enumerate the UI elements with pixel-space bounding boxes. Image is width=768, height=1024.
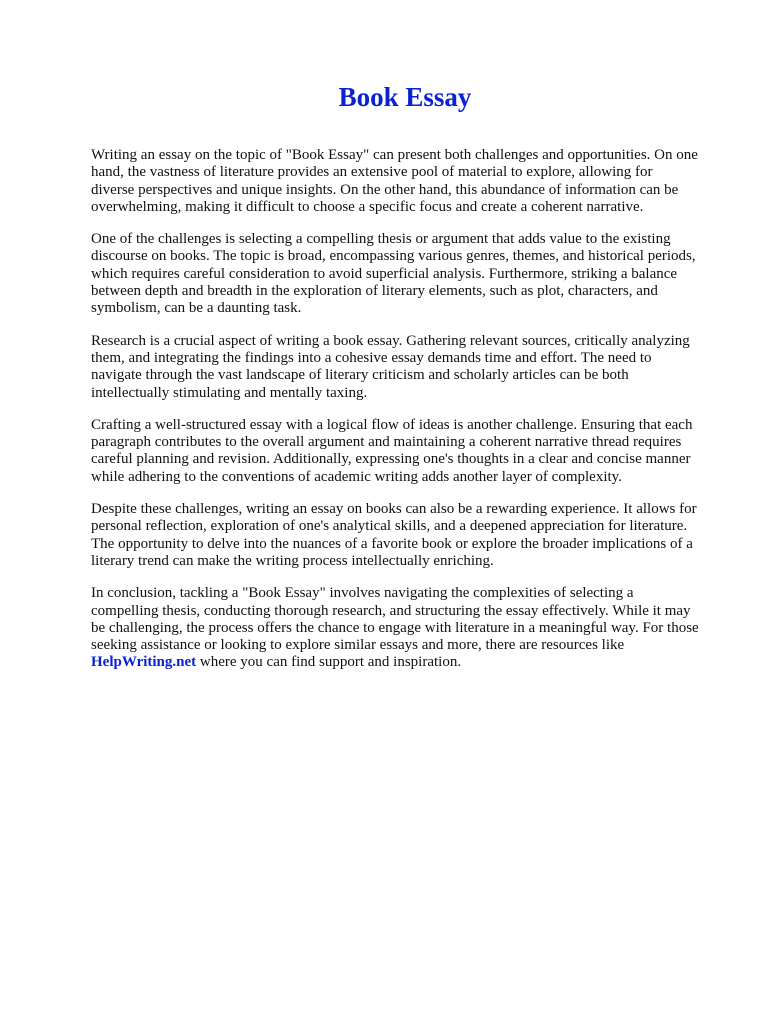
conclusion-tail-text: where you can find support and inspiration.	[196, 654, 462, 671]
conclusion-paragraph	[91, 585, 731, 671]
paragraph-4: Crafting a well-structured essay with a logical flow of ideas is another challenge. Ensuring that each paragraph contributes to the overall argument and maintaining a coherent narrative thread requires careful planning and revision. Additionally, expressing one's thoughts in a clear and concise manner while adhering to the conventions of academic writing adds another layer of complexity.	[91, 416, 693, 485]
paragraph-5: Despite these challenges, writing an essay on books can also be a rewarding experience. It allows for personal reflection, exploration of one's analytical skills, and a deepened appreciation for literature. The opportunity to delve into the nuances of a favorite book or explore the broader implications of a literary trend can make the writing process intellectually enriching.	[91, 501, 697, 569]
essay-body	[91, 147, 731, 687]
paragraph-2: One of the challenges is selecting a compelling thesis or argument that adds value to the existing discourse on books. The topic is broad, encompassing various genres, themes, and historical periods, which requires careful consideration to avoid superficial analysis. Furthermore, striking a balance between depth and breadth in the exploration of literary elements, such as plot, characters, and symbolism, can be a daunting task.	[91, 231, 696, 317]
page-title: Book Essay	[338, 82, 472, 112]
paragraph-1: Writing an essay on the topic of "Book Essay" can present both challenges and opportunities. On one hand, the vastness of literature provides an extensive pool of material to explore, allowing for diverse perspectives and unique insights. On the other hand, this abundance of information can be overwhelming, making it difficult to choose a specific focus and create a coherent narrative.	[91, 147, 698, 215]
paragraph-3: Research is a crucial aspect of writing a book essay. Gathering relevant sources, critically analyzing them, and integrating the findings into a cohesive essay demands time and effort. The need to navigate through the vast landscape of literary criticism and scholarly articles can be both intellectually stimulating and mentally taxing.	[91, 332, 690, 401]
conclusion-text: In conclusion, tackling a "Book Essay" involves navigating the complexities of selecting a compelling thesis, conducting thorough research, and structuring the essay effectively. While it may be challenging, the process offers the chance to engage with literature in a meaningful way. For those seeking assistance or looking to explore similar essays and more, there are resources like	[91, 585, 699, 654]
helpwriting-link[interactable]: HelpWriting.net	[91, 654, 197, 671]
